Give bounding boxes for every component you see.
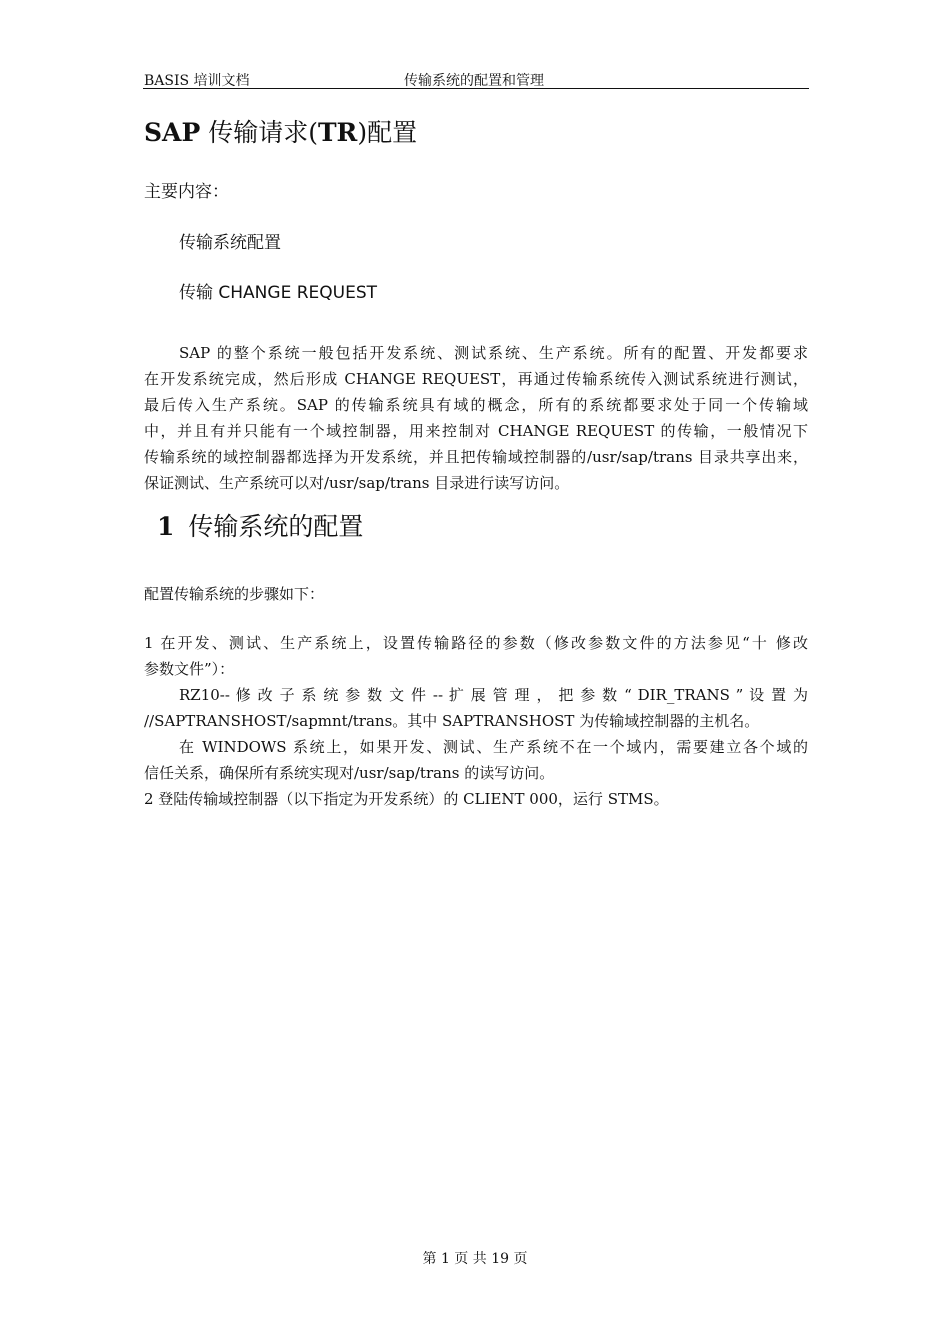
steps-intro	[144, 581, 808, 607]
page-footer: 第 1 页 共 19 页	[422, 1251, 528, 1267]
toc-item-change-request: 传输 CHANGE REQUEST	[179, 283, 378, 303]
intro-line: SAP 的整个系统一般包括开发系统、测试系统、生产系统。所有的配置、开发都要求	[179, 344, 808, 362]
document-title	[144, 117, 417, 149]
step-1-line: 1 在开发、测试、生产系统上，设置传输路径的参数（修改参数文件的方法参见“十 修改	[144, 634, 808, 652]
section-number: 1	[157, 512, 175, 541]
intro-line: 传输系统的域控制器都选择为开发系统，并且把传输域控制器的/usr/sap/trans 目录共享出来，	[144, 448, 808, 466]
header-divider	[143, 88, 809, 89]
main-content-label: 主要内容：	[144, 182, 229, 202]
intro-line: 在开发系统完成，然后形成 CHANGE REQUEST，再通过传输系统传入测试系统进行测试，	[144, 370, 808, 388]
step-2-line: 2 登陆传输域控制器（以下指定为开发系统）的 CLIENT 000，运行 STMS。	[144, 790, 669, 808]
toc-item-transport-config: 传输系统配置	[179, 233, 281, 253]
steps-intro-line: 配置传输系统的步骤如下：	[144, 585, 325, 603]
intro-line: 最后传入生产系统。SAP 的传输系统具有域的概念，所有的系统都要求处于同一个传输域	[144, 396, 808, 414]
title-text-2: )配置	[357, 118, 418, 147]
windows-line: 信任关系，确保所有系统实现对/usr/sap/trans 的读写访问。	[144, 764, 555, 782]
title-bold-tr: TR	[317, 118, 358, 147]
step-1-line: 参数文件”）：	[144, 660, 235, 678]
section-1-heading	[157, 510, 363, 544]
rz10-line: RZ10-- 修 改 子 系 统 参 数 文 件 -- 扩 展 管 理 ， 把 参 数 “ DIR_TRANS ” 设 置 为	[179, 686, 808, 704]
intro-paragraph	[144, 340, 808, 496]
windows-line: 在 WINDOWS 系统上，如果开发、测试、生产系统不在一个域内，需要建立各个域的	[179, 738, 808, 756]
header-doc-name: BASIS 培训文档	[144, 73, 250, 89]
step-1-paragraph	[144, 630, 808, 812]
intro-line: 中，并且有并只能有一个域控制器，用来控制对 CHANGE REQUEST 的传输，一般情况下	[144, 422, 808, 440]
rz10-line: //SAPTRANSHOST/sapmnt/trans。其中 SAPTRANSHOST 为传输域控制器的主机名。	[144, 712, 760, 730]
title-text-1: 传输请求(	[200, 118, 318, 147]
section-title: 传输系统的配置	[188, 512, 364, 541]
title-bold-sap: SAP	[144, 118, 201, 147]
intro-line: 保证测试、生产系统可以对/usr/sap/trans 目录进行读写访问。	[144, 474, 570, 492]
header-chapter-title: 传输系统的配置和管理	[404, 73, 544, 89]
